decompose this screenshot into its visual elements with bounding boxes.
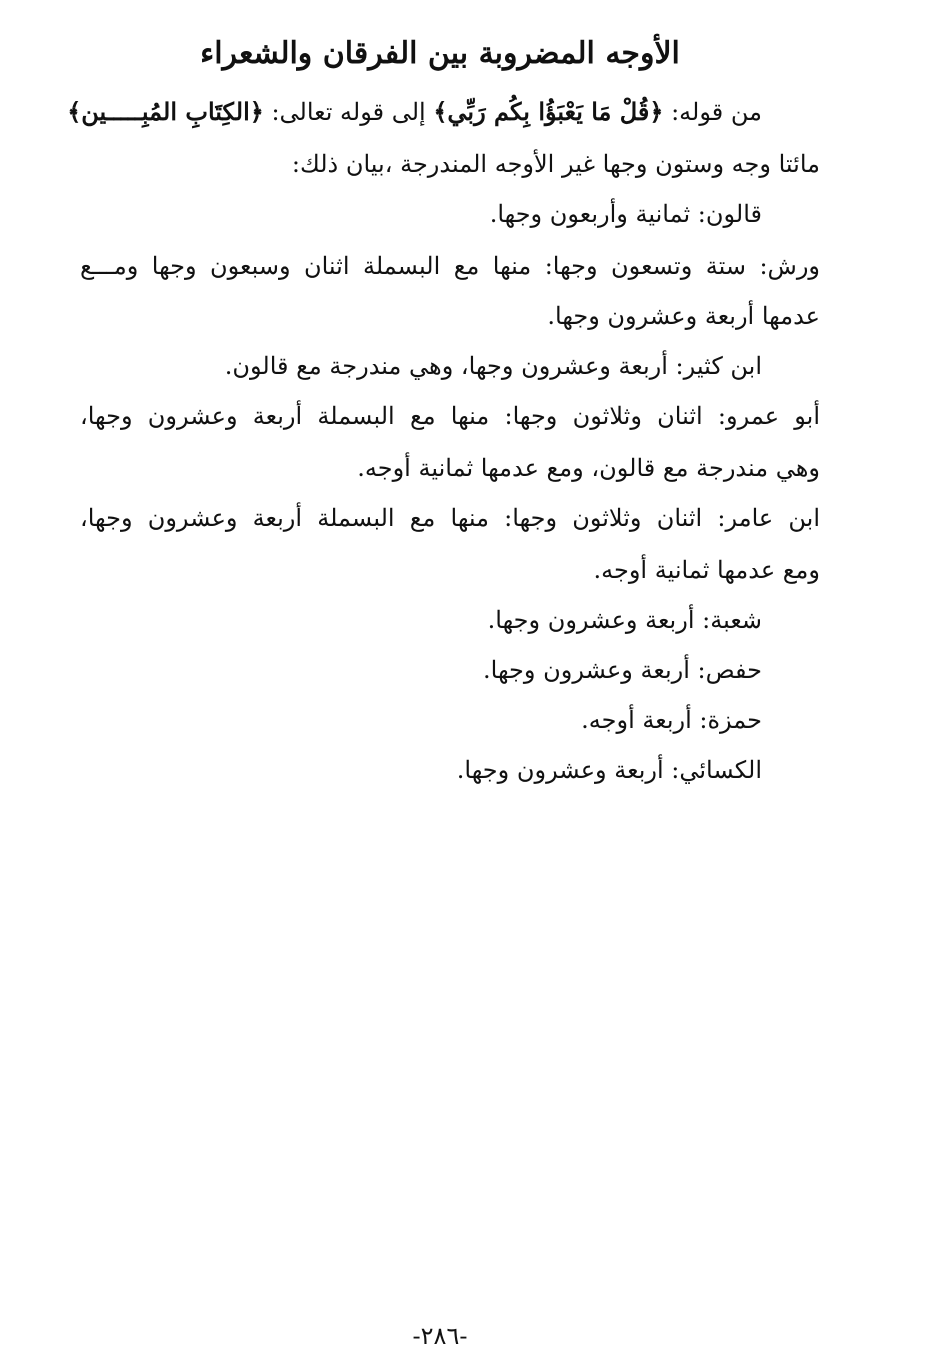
ibn-amir-line-2: ومع عدمها ثمانية أوجه. — [593, 556, 820, 584]
warsh-line-2: عدمها أربعة وعشرون وجها. — [547, 302, 820, 330]
intro-line — [67, 92, 762, 132]
ibn-kathir-line: ابن كثير: أربعة وعشرون وجها، وهي مندرجة مع قالون. — [224, 352, 762, 380]
shuba-line: شعبة: أربعة وعشرون وجها. — [487, 606, 762, 634]
page-number: -٢٨٦- — [412, 1322, 468, 1350]
close-bracket: ﴾ — [433, 97, 448, 126]
qalun-line: قالون: ثمانية وأربعون وجها. — [489, 200, 762, 228]
ibn-amir-line-1: ابن عامر: اثنان وثلاثون وجها: منها مع البسملة أربعة وعشرون وجها، — [80, 504, 820, 532]
kisai-line: الكسائي: أربعة وعشرون وجها. — [456, 756, 762, 784]
close-bracket-2: ﴾ — [67, 97, 82, 126]
hafs-line: حفص: أربعة وعشرون وجها. — [483, 656, 762, 684]
verse-start: قُلْ مَا يَعْبَؤُا بِكُم رَبِّي — [447, 97, 650, 126]
intro-prefix: من قوله: — [663, 98, 762, 126]
open-bracket-2: ﴿ — [249, 97, 264, 126]
summary-line: مائتا وجه وستون وجها غير الأوجه المندرجة ،بيان ذلك: — [291, 150, 820, 178]
abu-amr-line-1: أبو عمرو: اثنان وثلاثون وجها: منها مع البسملة أربعة وعشرون وجها، — [80, 402, 820, 430]
abu-amr-line-2: وهي مندرجة مع قالون، ومع عدمها ثمانية أوجه. — [357, 454, 820, 482]
verse-end: الكِتَابِ المُبِـــــين — [81, 97, 250, 126]
intro-middle: إلى قوله تعالى: — [263, 98, 434, 126]
hamza-line: حمزة: أربعة أوجه. — [581, 706, 762, 734]
warsh-line-1: ورش: ستة وتسعون وجها: منها مع البسملة اثنان وسبعون وجها ومـــع — [80, 252, 820, 280]
page-title: الأوجه المضروبة بين الفرقان والشعراء — [200, 36, 680, 71]
open-bracket: ﴿ — [649, 97, 664, 126]
